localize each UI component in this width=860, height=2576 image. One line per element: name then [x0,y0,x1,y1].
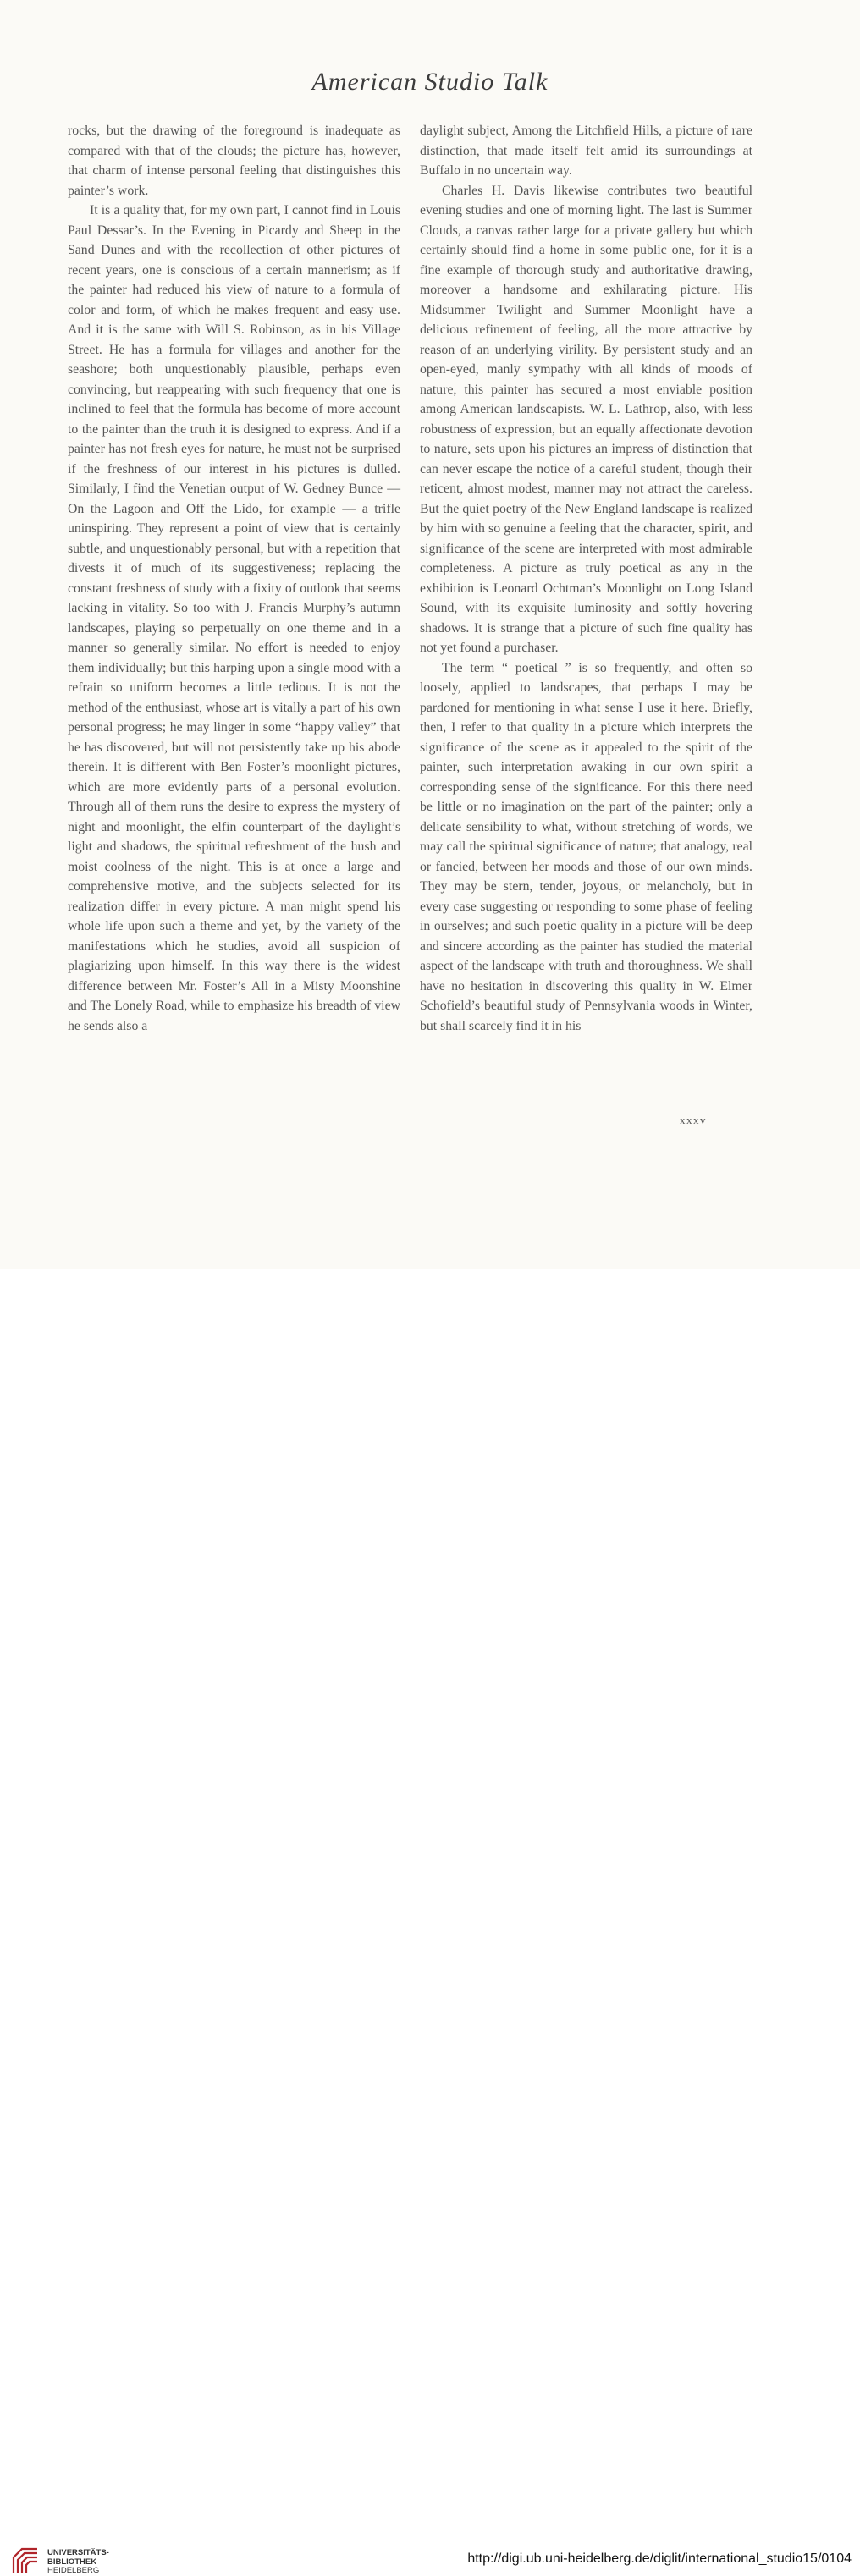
library-logo-icon [10,2546,41,2576]
paragraph: daylight subject, Among the Litchfield Hills, a picture of rare distinction, that made itself felt amid its surroundings at Buffalo in no uncertain way. [420,124,752,178]
right-column [420,121,752,1036]
page-number: xxxv [680,1114,707,1126]
library-line: BIBLIOTHEK [47,2557,97,2567]
paragraph: Charles H. Davis likewise contributes two beautiful evening studies and one of morning light. The last is Summer Clouds, a canvas rather large for a private gallery but which certainly should find a home in some public one, for it is a fine example of thorough study and authoritative drawing, moreover a handsome and exhilarating picture. His Midsummer Twilight and Summer Moonlight have a delicious refinement of feeling, all the more attractive by reason of an underlying virility. By persistent study and an open-eyed, manly sympathy with all kinds of moods of nature, this painter has secured a most enviable position among American landscapists. W. L. Lathrop, also, with less robustness of expression, but an equally affectionate devotion to nature, sets upon his pictures an impress of distinction that can never escape the notice of a careful student, though their reticent, almost modest, manner may not attract the careless. But the quiet poetry of the New England landscape is realized by him with so genuine a feeling that the character, spirit, and significance of the scene are interpreted with most admirable completeness. A picture as truly poetical as any in the exhibition is Leonard Ochtman’s Moonlight on Long Island Sound, with its exquisite luminosity and softly hovering shadows. It is strange that a picture of such fine quality has not yet found a purchaser. [420,183,752,655]
left-column [68,121,400,1036]
paragraph: It is a quality that, for my own part, I cannot find in Louis Paul Dessar’s. In the Evening in Picardy and Sheep in the Sand Dunes and with the recollection of other pictures of recent years, one is conscious of a certain mannerism; as if the painter had reduced his view of nature to a formula of color and form, of which he makes frequent and easy use. And it is the same with Will S. Robinson, as in his Village Street. He has a formula for villages and another for the seashore; both unquestionably plausible, perhaps even convincing, but reappearing with such frequency that one is inclined to feel that the formula has become of more account to the painter than the truth it is designed to express. And if a painter has not fresh eyes for nature, he must not be surprised if the freshness of our interest in his pictures is dulled. Similarly, I find the Venetian output of W. Gedney Bunce — On the Lagoon and Off the Lido, for example — a trifle uninspiring. They represent a point of view that is certainly subtle, and unquestionably personal, but with a repetition that divests it of much of its suggestiveness; replacing the constant freshness of study with a fixity of outlook that seems lacking in vitality. So too with J. Francis Murphy’s autumn landscapes, playing so perpetually on one theme and in a manner so generally similar. No effort is needed to enjoy them individually; but this harping upon a single mood with a refrain so uniform becomes a little tedious. It is not the method of the enthusiast, whose art is vitally a part of his own personal progress; he may linger in some “happy valley” that he has discovered, but will not persistently take up his abode therein. It is different with Ben Foster’s moonlight pictures, which are more evidently parts of a personal evolution. Through all of them runs the desire to express the mystery of night and moonlight, the elfin counterpart of the daylight’s light and shadows, the spiritual refreshment of the hush and moist coolness of the night. This is at once a large and comprehensive motive, and the subjects selected for its realization differ in every picture. A man might spend his whole life upon such a theme and yet, by the variety of the manifestations which he studies, avoid all suspicion of plagiarizing upon himself. In this way there is the widest difference between Mr. Foster’s All in a Misty Moonshine and The Lonely Road, while to emphasize his breadth of view he sends also a [68,203,400,1033]
paragraph: The term “ poetical ” is so frequently, and often so loosely, applied to landscapes, that perhaps I may be pardoned for mentioning in what sense I use it here. Briefly, then, I refer to that quality in a picture which interprets the significance of the scene as it appealed to the spirit of the painter, such interpretation awaking in our own spirit a corresponding sense of the significance. For this there need be little or no imagination on the part of the painter; only a delicate sensibility to what, without stretching of words, we may call the spiritual significance of nature; that analogy, real or fancied, between her moods and those of our own minds. They may be stern, tender, joyous, or melancholy, but in every case suggesting or responding to some phase of feeling in ourselves; and such poetic quality in a picture will be deep and sincere according as the painter has studied the material aspect of the landscape with truth and thoroughness. We shall have no hesitation in discovering this quality in W. Elmer Schofield’s beautiful study of Pennsylvania woods in Winter, but shall scarcely find it in his [420,660,752,1033]
paragraph: rocks, but the drawing of the foreground is inadequate as compared with that of the clouds; the picture has, however, that charm of intense personal feeling that distinguishes this painter’s work. [68,124,400,198]
source-url-link[interactable]: http://digi.ub.uni-heidelberg.de/diglit/international_studio15/0104 [467,2551,852,2566]
library-name [47,2549,109,2576]
page-scan [0,0,860,1269]
page-header: American Studio Talk [311,68,549,96]
footer-bar [0,1269,860,2575]
library-line: UNIVERSITÄTS- [47,2548,109,2557]
library-line: HEIDELBERG [47,2566,100,2575]
